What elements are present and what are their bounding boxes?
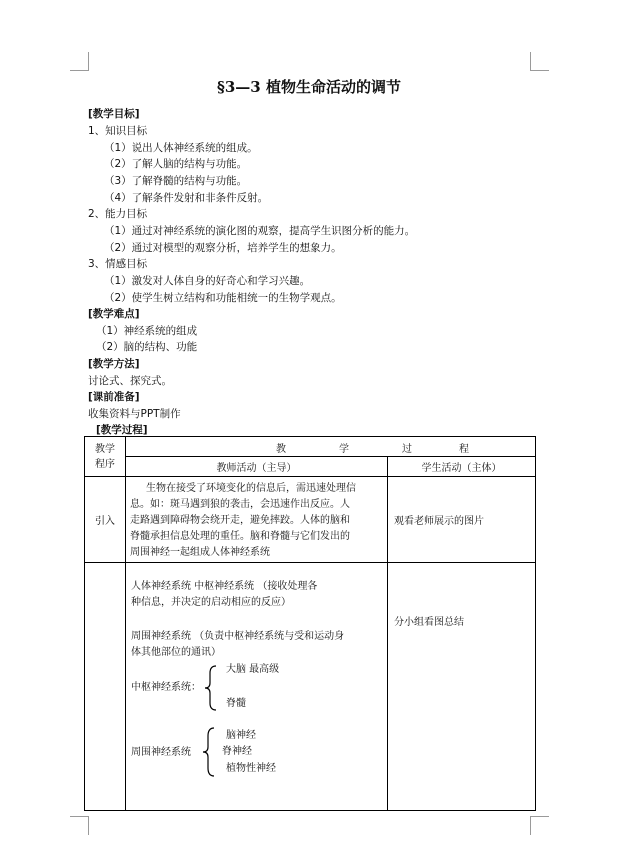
row2-line: 种信息，并决定的启动相应的反应） (131, 597, 291, 608)
peripheral-item: 脑神经 (226, 730, 256, 741)
row1-teacher-line: 走路遇到障碍物会绕开走，避免摔跤。人体的脑和 (130, 514, 350, 526)
knowledge-item: （1）说出人体神经系统的组成。 (104, 142, 258, 154)
ability-item: （2）通过对模型的观察分析，培养学生的想象力。 (104, 242, 342, 254)
process-char: 过 (402, 443, 412, 455)
row2-teacher-cell (126, 563, 388, 811)
peripheral-item: 脊神经 (222, 746, 252, 757)
row1-teacher-line: 息。如：斑马遇到狼的袭击，会迅速作出反应。人 (130, 498, 350, 510)
emotion-item: （1）激发对人体自身的好奇心和学习兴趣。 (104, 275, 311, 287)
ability-label: 2、能力目标 (88, 208, 148, 220)
crop-mark-top-right (530, 52, 549, 71)
row1-teacher-line: 周围神经一起组成人体神经系统 (130, 546, 270, 558)
difficulty-item: （2）脑的结构、功能 (96, 341, 198, 353)
document-title: §3—3 植物生命活动的调节 (217, 78, 401, 96)
knowledge-label: 1、知识目标 (88, 125, 148, 137)
process-header-cell (126, 437, 536, 457)
emotion-item: （2）使学生树立结构和功能相统一的生物学观点。 (104, 292, 342, 304)
program-header-line1: 教学 (95, 443, 115, 455)
row2-line: 人体神经系统 中枢神经系统 （接收处理各 (131, 581, 318, 592)
row2-student: 分小组看图总结 (394, 617, 464, 628)
row1-teacher-line: 脊髓承担信息处理的重任。脑和脊髓与它们发出的 (130, 530, 350, 542)
program-header-line2: 程序 (95, 458, 115, 470)
row2-line: 体其他部位的通讯） (131, 647, 221, 658)
crop-mark-bottom-right (530, 816, 549, 835)
row2-program (85, 563, 126, 811)
knowledge-item: （3）了解脊髓的结构与功能。 (104, 175, 248, 187)
student-activity-header: 学生活动（主体） (388, 457, 536, 477)
prep-text: 收集资料与PPT制作 (88, 408, 181, 420)
central-item: 脊髓 (226, 698, 246, 709)
row1-student-cell (388, 477, 536, 563)
knowledge-item: （4）了解条件发射和非条件反射。 (104, 192, 269, 204)
central-item: 大脑 最高级 (226, 664, 280, 675)
peripheral-brace-icon (202, 727, 216, 777)
difficulty-item: （1）神经系统的组成 (96, 325, 198, 337)
process-header: [教学过程] (96, 424, 148, 436)
prep-header: [课前准备] (88, 391, 140, 403)
ability-item: （1）通过对神经系统的演化图的观察，提高学生识图分析的能力。 (104, 225, 416, 237)
process-table (84, 436, 536, 811)
row1-teacher-cell (126, 477, 388, 563)
teacher-activity-header: 教师活动（主导） (126, 457, 388, 477)
row1-teacher-line: 生物在接受了环境变化的信息后，需迅速处理信 (146, 482, 356, 494)
row2-student-cell (388, 563, 536, 811)
process-char: 教 (276, 443, 286, 455)
peripheral-item: 植物性神经 (226, 763, 276, 774)
central-brace-icon (204, 665, 218, 711)
row1-program: 引入 (85, 477, 126, 563)
method-text: 讨论式、探究式。 (88, 375, 172, 387)
knowledge-item: （2）了解人脑的结构与功能。 (104, 158, 248, 170)
program-header-cell (85, 437, 126, 477)
process-char: 学 (339, 443, 349, 455)
row2-line: 周围神经系统 （负责中枢神经系统与受和运动身 (131, 631, 345, 642)
crop-mark-top-left (70, 52, 89, 71)
objectives-header: [教学目标] (88, 108, 140, 120)
emotion-label: 3、情感目标 (88, 258, 148, 270)
crop-mark-bottom-left (70, 816, 89, 835)
peripheral-label: 周围神经系统 (131, 747, 191, 758)
method-header: [教学方法] (88, 358, 140, 370)
row1-student: 观看老师展示的图片 (394, 516, 484, 527)
process-char: 程 (459, 443, 469, 455)
central-label: 中枢神经系统： (131, 682, 201, 693)
difficulty-header: [教学难点] (88, 308, 140, 320)
